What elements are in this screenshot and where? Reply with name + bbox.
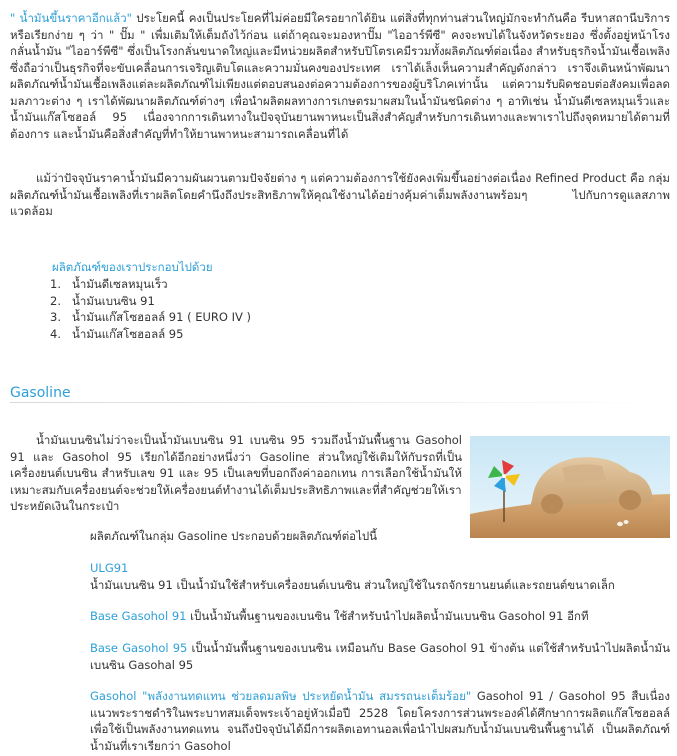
- list-item: 2. น้ำมันเบนซิน 91: [50, 293, 155, 308]
- list-item: 4. น้ำมันแก๊สโซฮอลล์ 95: [50, 326, 184, 341]
- product-entry-base-gasohol-91: Base Gasohol 91 เป็นน้ำมันพื้นฐานของเบนซิน ใช้สำหรับนำไปผลิตน้ำมันเบนซิน Gasohol 91 อีกที: [90, 609, 589, 623]
- gasoline-group-intro: ผลิตภัณฑ์ในกลุ่ม Gasoline ประกอบด้วยผลิตภัณฑ์ต่อไปนี้: [90, 529, 378, 543]
- list-item: 1. น้ำมันดีเซลหมุนเร็ว: [50, 277, 168, 291]
- product-entry-gasohol: Gasohol "พลังงานทดแทน ช่วยลดมลพิษ ประหยัดน้ำมัน สมรรถนะเต็มร้อย" Gasohol 91 / Gasohol 95 สืบเนื่องแนวพระราชดำริในพระบาทสมเด็จพระเจ้าอยู่หัวเมื่อปี 2528 โดยโครงการส่วนพระองค์ได้ศึกษาการผลิตแก๊สโซฮอลล์ เพื่อใช้เป็นพลังงานทดแทน จนถึงปัจจุบันได้มีการผลิตเอทานอลเพื่อนำไปผสมกับน้ำมันเบนซินพื้นฐานได้ เป็นผลิตภัณฑ์น้ำมันที่เราเรียกว่า Gasohol: [90, 689, 670, 753]
- section-divider: [10, 402, 670, 403]
- gasoline-intro: น้ำมันเบนซินไม่ว่าจะเป็นน้ำมันเบนซิน 91 เบนซิน 95 รวมถึงน้ำมันพื้นฐาน Gasohol 91 และ Gasohol 95 เรียกได้อีกอย่างหนึ่งว่า Gasoline ส่วนใหญ่ใช้เติมให้กับรถที่เป็นเครื่องยนต์เบนซิน สำหรับเลข 91 และ 95 เป็นเลขที่บอกถึงค่าออกเทน การเลือกใช้น้ำมันให้เหมาะสมกับเครื่องยนต์จะช่วยให้เครื่องยนต์ทำงานได้เต็มประสิทธิภาพและที่สำคัญช่วยให้เราประหยัดเงินในกระเป๋า: [10, 433, 462, 513]
- intro-text-1: ประโยคนี้ คงเป็นประโยคที่ไม่ค่อยมีใครอยากได้ยิน แต่สิ่งที่ทุกท่านส่วนใหญ่มักจะทำกันคือ รีบหาสถานีบริการหรือเรียกง่าย ๆ ว่า " ปั๊ม " เพื่มเติมให้เต็มถังไว้ก่อน แต่ถ้าคุณจะมองหาปั๊ม "ไออาร์พีซี" คงจะพบได้ในจังหวัดระยอง ซึ่งตั้งอยู่หน้าโรงกลั่นน้ำมัน "ไออาร์พีซี" ซึ่งเป็นโรงกลั่นขนาดใหญ่และมีหน่วยผลิตสำหรับปิโตรเคมีรวมทั้งผลิตภัณฑ์ต่อเนื่อง สำหรับธุรกิจน้ำมันเชื้อเพลิง ซึ่งถือว่าเป็นธุรกิจที่จะขับเคลื่อนการเจริญเติบโตและความมั่นคงของประเทศ เราได้เล็งเห็นความสำคัญดังกล่าว เราจึงเดินหน้าพัฒนาผลิตภัณฑ์น้ำมันเชื้อเพลิงแต่ละผลิตภัณฑ์ไม่เพียงแต่ตอบสนองต่อความต้องการของผู้บริโภคเท่านั้น แต่ความรับผิดชอบต่อสังคมเพื่อลดมลภาวะต่าง ๆ เราได้พัฒนาผลิตภัณฑ์ต่างๆ เพื่อนำผลิตผลทางการเกษตรมาผสมในน้ำมันชนิดต่าง ๆ อาทิเช่น น้ำมันดีเซลหมุนเร็วและน้ำมันแก๊สโซฮอล์ 95 เนื่องจากการเดินทางในปัจจุบันยานพาหนะเป็นสิ่งสำคัญสำหรับการเดินทางและพาเราไปถึงจุดหมายได้ตามที่ต้องการ และน้ำมันคือสิ่งสำคัญที่ทำให้ยานพาหนะสามารถเคลื่อนที่ได้: [10, 11, 670, 141]
- product-entry-ulg91: ULG91 น้ำมันเบนซิน 91 เป็นน้ำมันใช้สำหรับเครื่องยนต์เบนซิน ส่วนใหญ่ใช้ในรถจักรยานยนต์และรถยนต์ขนาดเล็ก: [90, 561, 615, 592]
- products-title: ผลิตภัณฑ์ของเราประกอบไปด้วย: [52, 260, 213, 274]
- intro-text-2: แม้ว่าปัจจุบันราคาน้ำมันมีความผันผวนตามปัจจัยต่าง ๆ แต่ความต้องการใช้ยังคงเพิ่มขึ้นอย่างต่อเนื่อง Refined Product คือ กลุ่มผลิตภัณฑ์น้ำมันเชื้อเพลิงที่เราผลิตโดยคำนึงถึงประสิทธิภาพให้คุณใช้งานได้อย่างคุ้มค่าเต็มพลังงานพร้อมๆ ไปกับการดูแลสภาพแวดล้อม: [10, 171, 670, 218]
- product-name: ULG91: [90, 561, 129, 575]
- intro-paragraph-2: [10, 170, 670, 220]
- intro-paragraph-1: [10, 10, 670, 142]
- product-name: Gasohol "พลังงานทดแทน ช่วยลดมลพิษ ประหยัดน้ำมัน สมรรถนะเต็มร้อย": [90, 689, 472, 703]
- product-name: Base Gasohol 95: [90, 641, 188, 655]
- products-list: [50, 276, 251, 342]
- list-item: 3. น้ำมันแก๊สโซฮอลล์ 91 ( EURO IV ): [50, 310, 252, 324]
- intro-quote: " น้ำมันขึ้นราคาอีกแล้ว": [10, 11, 132, 25]
- gasoline-section-title: Gasoline: [10, 385, 71, 401]
- product-entry-base-gasohol-95: Base Gasohol 95 เป็นน้ำมันพื้นฐานของเบนซิน เหมือนกับ Base Gasohol 91 ข้างต้น แต่ใช้สำหรับนำไปผลิตน้ำมันเบนซิน Gasohal 95: [90, 641, 670, 672]
- product-name: Base Gasohol 91: [90, 609, 187, 623]
- car-sculpture-pinwheel-image: [470, 436, 670, 538]
